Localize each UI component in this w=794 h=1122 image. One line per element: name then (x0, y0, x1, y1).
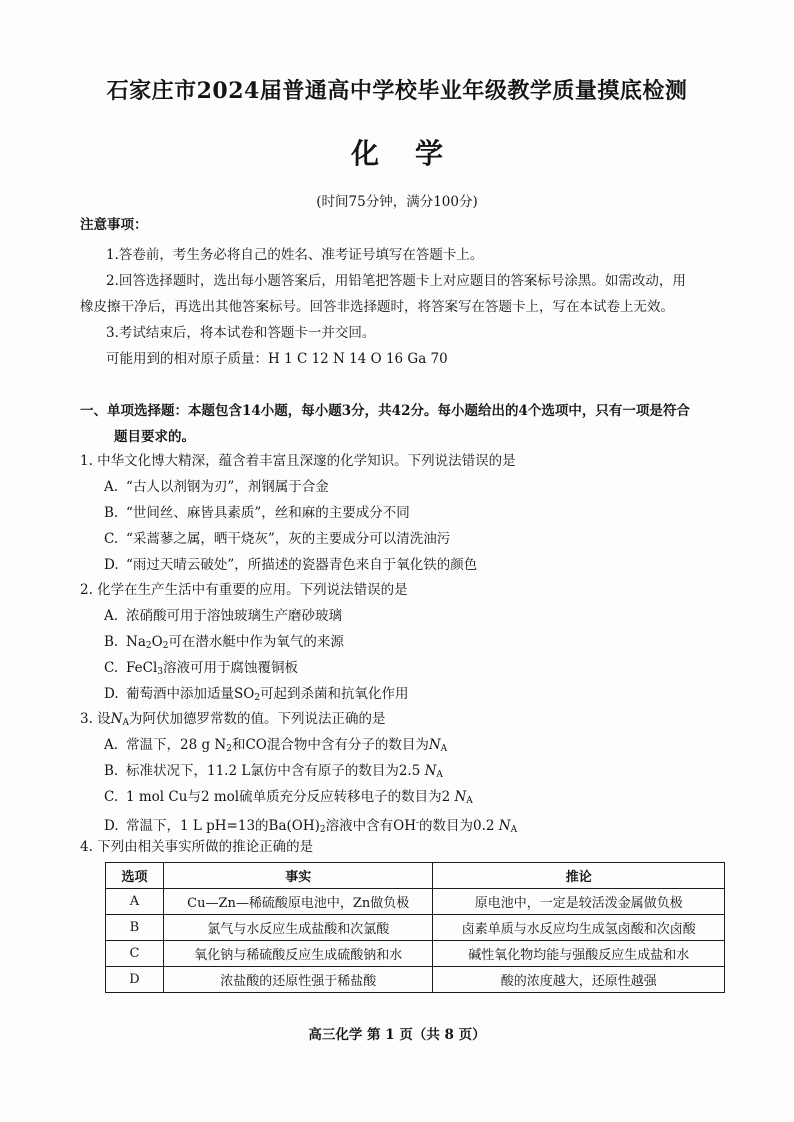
notice-heading: 注意事项： (80, 217, 148, 233)
option-c (80, 526, 730, 552)
subscript: 3 (157, 667, 163, 677)
option-key: C. (104, 531, 119, 547)
text-run: 可在潜水艇中作为氧气的来源 (168, 634, 344, 650)
notice-item: 1.答卷前，考生务必将自己的姓名、准考证号填写在答题卡上。 (106, 247, 484, 263)
option-text: “采蒿蓼之属，晒干烧灰”，灰的主要成分可以清洗油污 (126, 531, 451, 547)
option-key: B. (104, 763, 119, 779)
subscript: A (510, 825, 518, 835)
option-key: A. (104, 737, 119, 753)
notice-body (80, 242, 720, 372)
time-score-note: (时间75分钟，满分100分) (316, 194, 478, 210)
option-a (80, 474, 730, 500)
table-cell: A (106, 889, 164, 915)
option-b (80, 758, 730, 784)
column-header: 事实 (163, 863, 433, 889)
notice-item: 2.回答选择题时，选出每小题答案后，用铅笔把答题卡上对应题目的答案标号涂黑。如需改动，用 (106, 273, 686, 289)
question-stem: 2. 化学在生产生活中有重要的应用。下列说法错误的是 (80, 582, 408, 598)
text-run: FeCl (126, 660, 158, 676)
table-row (106, 889, 725, 915)
option-text (126, 789, 473, 805)
table-cell: 氯气与水反应生成盐酸和次氯酸 (163, 915, 433, 941)
page-footer: 高三化学 第 1 页（共 8 页） (308, 1027, 486, 1043)
atomic-mass-note: 可能用到的相对原子质量：H 1 C 12 N 14 O 16 Ga 70 (106, 351, 448, 367)
option-text (126, 818, 517, 834)
option-a (80, 603, 730, 629)
text-run: Na (126, 634, 146, 650)
option-c (80, 655, 730, 681)
option-key: A. (104, 479, 119, 495)
exam-title: 石家庄市2024届普通高中学校毕业年级教学质量摸底检测 (106, 78, 688, 104)
table-cell: 碱性氧化物均能与强酸反应生成盐和水 (433, 941, 725, 967)
option-key: D. (104, 818, 119, 834)
text-run: 的数目为0.2 (419, 818, 499, 834)
question-4 (80, 834, 730, 860)
table-cell: 酸的浓度越大，还原性越强 (433, 967, 725, 993)
option-d (80, 681, 730, 707)
notice-item: 3.考试结束后，将本试卷和答题卡一并交回。 (106, 325, 376, 341)
text-run: 标准状况下，11.2 L氯仿中含有原子的数目为2.5 (126, 763, 425, 779)
avogadro-symbol: N (498, 818, 511, 834)
text-run: 溶液可用于腐蚀覆铜板 (163, 660, 298, 676)
subscript: A (466, 796, 473, 806)
option-key: A. (104, 608, 119, 624)
table-cell: B (106, 915, 164, 941)
question-stem (80, 706, 730, 732)
facts-inference-table (105, 862, 725, 993)
column-header: 推论 (433, 863, 725, 889)
text-run: 常温下，1 L pH=13的Ba(OH) (126, 818, 320, 834)
option-text (126, 634, 344, 650)
section-heading-line2: 题目要求的。 (114, 429, 195, 445)
text-run: 葡萄酒中添加适量SO (126, 686, 255, 702)
subject-title: 化学 (350, 137, 479, 170)
option-text (126, 737, 447, 753)
table-cell: 氧化钠与稀硫酸反应生成硫酸钠和水 (163, 941, 433, 967)
option-key: C. (104, 789, 119, 805)
subscript: 2 (162, 641, 169, 651)
option-text (126, 763, 443, 779)
text-run: 溶液中含有OH (325, 818, 416, 834)
notice-item-continued: 橡皮擦干净后，再选出其他答案标号。回答非选择题时，将答案写在答题卡上，写在本试卷上无效。 (80, 299, 674, 315)
option-key: C. (104, 660, 119, 676)
option-a (80, 732, 730, 758)
table-cell: Cu—Zn—稀硫酸原电池中，Zn做负极 (163, 889, 433, 915)
table-cell: 浓盐酸的还原性强于稀盐酸 (163, 967, 433, 993)
option-b (80, 629, 730, 655)
question-stem: 4. 下列由相关事实所做的推论正确的是 (80, 839, 314, 855)
table-cell: D (106, 967, 164, 993)
text-run: 为阿伏加德罗常数的值。下列说法正确的是 (128, 711, 386, 727)
subscript: 2 (226, 744, 232, 754)
avogadro-symbol: N (110, 711, 123, 727)
superscript: - (415, 818, 420, 828)
option-key: B. (104, 505, 119, 521)
option-c (80, 784, 730, 810)
option-d (80, 810, 730, 836)
subscript: A (436, 770, 443, 780)
subscript: 2 (254, 693, 261, 703)
text-run: O (151, 634, 163, 650)
avogadro-symbol: N (454, 789, 467, 805)
option-text: “世间丝、麻皆具素质”，丝和麻的主要成分不同 (126, 505, 410, 521)
table-header-row (106, 863, 725, 889)
option-key: D. (104, 686, 119, 702)
text-run: 可起到杀菌和抗氧化作用 (260, 686, 409, 702)
table-cell: 卤素单质与水反应均生成氢卤酸和次卤酸 (433, 915, 725, 941)
subscript: 2 (319, 825, 326, 835)
section-heading-line1: 一、单项选择题：本题包含14小题，每小题3分，共42分。每小题给出的4个选项中，只有一项是符合 (80, 403, 690, 419)
section-heading (80, 398, 730, 450)
question-stem: 1. 中华文化博大精深，蕴含着丰富且深邃的化学知识。下列说法错误的是 (80, 453, 516, 469)
subscript: 2 (145, 641, 152, 651)
option-text (126, 686, 409, 702)
column-header: 选项 (106, 863, 164, 889)
table-cell: C (106, 941, 164, 967)
question-2 (80, 577, 730, 707)
option-text (126, 660, 298, 676)
option-key: B. (104, 634, 119, 650)
text-run: 常温下，28 g N (126, 737, 227, 753)
option-d (80, 552, 730, 578)
subscript: A (122, 718, 129, 728)
question-3 (80, 706, 730, 836)
question-1 (80, 448, 730, 578)
option-b (80, 500, 730, 526)
text-run: 1 mol Cu与2 mol硫单质充分反应转移电子的数目为2 (126, 789, 455, 805)
avogadro-symbol: N (428, 737, 441, 753)
option-key: D. (104, 557, 119, 573)
table-row (106, 915, 725, 941)
avogadro-symbol: N (424, 763, 437, 779)
option-text: 浓硝酸可用于溶蚀玻璃生产磨砂玻璃 (126, 608, 342, 624)
subscript: A (440, 744, 448, 754)
table-row (106, 941, 725, 967)
option-text: “古人以剂钢为刃”，剂钢属于合金 (126, 479, 329, 495)
option-text: “雨过天晴云破处”，所描述的瓷器青色来自于氧化铁的颜色 (126, 557, 478, 573)
table-row (106, 967, 725, 993)
table-cell: 原电池中，一定是较活泼金属做负极 (433, 889, 725, 915)
text-run: 和CO混合物中含有分子的数目为 (231, 737, 429, 753)
text-run: 3. 设 (80, 711, 111, 727)
